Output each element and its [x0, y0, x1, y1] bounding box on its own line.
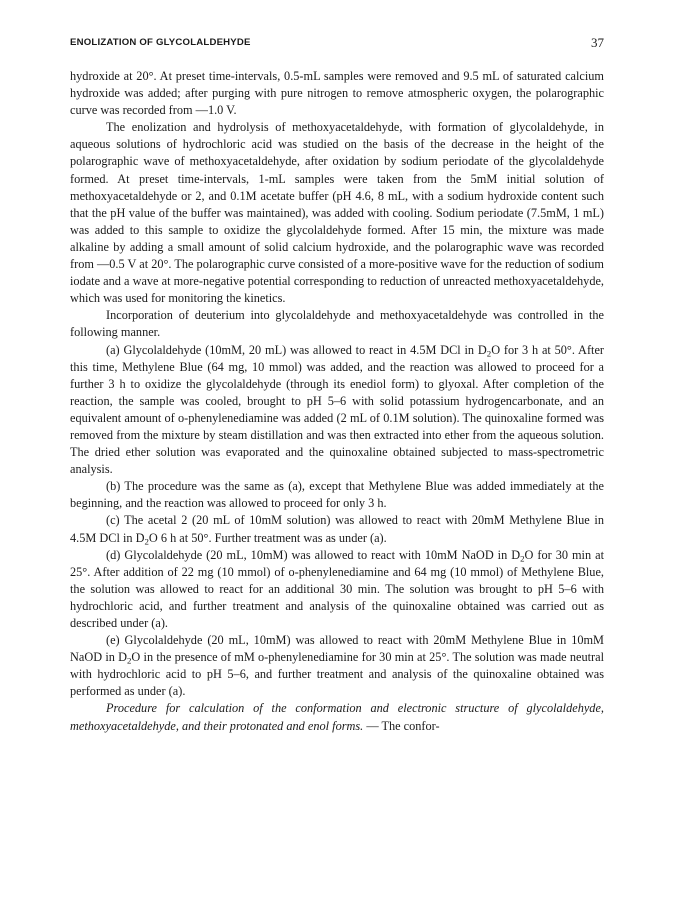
running-title: ENOLIZATION OF GLYCOLALDEHYDE — [70, 37, 251, 48]
procedure-item-a-text-1: (a) Glycolaldehyde (10mM, 20 mL) was allowed to react in 4.5M DCl in D — [106, 342, 487, 357]
body-text — [70, 68, 604, 735]
procedure-item-c-text-1: (c) The acetal 2 (20 mL of 10mM solution) was allowed to react with 20mM Methylene Blue in 4.5M DCl in D — [70, 513, 604, 545]
calculation-procedure-text: — The confor- — [363, 718, 440, 733]
subscript-2: 2 — [127, 655, 132, 666]
procedure-item-a — [70, 342, 604, 479]
procedure-item-d-text-2: O for 30 min at 25°. After addition of 22 mg (10 mmol) of o-phenylenediamine and 64 mg (10 mmol) of Methylene Blue, the solution was allowed to react for an additional 30 min. The solution was brought to pH 5–6 with hydrochloric acid, and further treatment and analysis of the quinoxaline obtained was carried out as described under (a). — [70, 547, 604, 630]
calculation-procedure-heading: Procedure for calculation of the conformation and electronic structure of glycolaldehyde, methoxyacetaldehyde, and their protonated and enol forms. — [70, 701, 604, 733]
procedure-item-d — [70, 547, 604, 632]
procedure-item-e — [70, 632, 604, 700]
procedure-item-e-text-2: O in the presence of mM o-phenylenediamine for 30 min at 25°. The solution was made neutral with hydrochloric acid to pH 5–6, and further treatment and analysis of the quinoxaline obtained was performed as under (a). — [70, 650, 604, 699]
procedure-item-a-text-2: O for 3 h at 50°. After this time, Methylene Blue (64 mg, 10 mmol) was added, and the reaction was allowed to proceed for a further 3 h to oxidize the glycolaldehyde (through its enediol form) to glyoxal. After completion of the reaction, the sample was cooled, brought to pH 5–6 with solid potassium hydrogencarbonate, and an equivalent amount of o-phenylenediamine was added (2 mL of 0.1M solution). The quinoxaline formed was removed from the mixture by steam distillation and was then extracted into ether from the aqueous solution. The dried ether solution was evaporated and the quinoxaline obtained subjected to mass-spectrometric analysis. — [70, 342, 605, 477]
procedure-item-c — [70, 512, 604, 546]
page-number: 37 — [591, 35, 604, 50]
paragraph-continuation: hydroxide at 20°. At preset time-intervals, 0.5-mL samples were removed and 9.5 mL of saturated calcium hydroxide was added; after purging with pure nitrogen to remove atmospheric oxygen, the polarographic curve was recorded from —1.0 V. — [70, 69, 604, 118]
procedure-item-d-text-1: (d) Glycolaldehyde (20 mL, 10mM) was allowed to react with 10mM NaOD in D — [106, 547, 521, 562]
procedure-item-b: (b) The procedure was the same as (a), except that Methylene Blue was added immediately at the beginning, and the reaction was allowed to proceed for only 3 h. — [70, 479, 604, 511]
procedure-item-e-text-1: (e) Glycolaldehyde (20 mL, 10mM) was allowed to react with 20mM Methylene Blue in 10mM NaOD in D — [70, 633, 604, 665]
subscript-2: 2 — [520, 553, 525, 564]
procedure-item-c-text-2: O 6 h at 50°. Further treatment was as under (a). — [148, 530, 387, 545]
paragraph-calculation-procedure — [70, 700, 604, 734]
subscript-2: 2 — [486, 348, 492, 359]
running-head — [70, 37, 604, 53]
paragraph-methoxyacetaldehyde-hydrolysis: The enolization and hydrolysis of methoxyacetaldehyde, with formation of glycolaldehyde, in aqueous solutions of hydrochloric acid was studied on the basis of the decrease in the height of the polarographic wave of methoxyacetaldehyde, after oxidation by sodium periodate of the glycolaldehyde formed. At preset time-intervals, 1-mL samples were taken from the 5mM initial solution of methoxyacetaldehyde or 2, and 0.1M acetate buffer (pH 4.6, 8 mL, with a sodium hydroxide content such that the pH value of the buffer was maintained), was added with cooling. Sodium periodate (7.5mM, 1 mL) was added to this sample to oxidize the glycolaldehyde formed. After 15 min, the mixture was made alkaline by adding a small amount of solid calcium hydroxide, and the polarographic wave was recorded from —0.5 V at 20°. The polarographic curve consisted of a more-positive wave for the reduction of sodium iodate and a wave at more-negative potential corresponding to reduction of unreacted methoxyacetaldehyde, which was used for monitoring the kinetics. — [70, 120, 604, 306]
subscript-2: 2 — [144, 536, 149, 547]
paragraph-deuterium-intro: Incorporation of deuterium into glycolaldehyde and methoxyacetaldehyde was controlled in the following manner. — [70, 308, 604, 340]
